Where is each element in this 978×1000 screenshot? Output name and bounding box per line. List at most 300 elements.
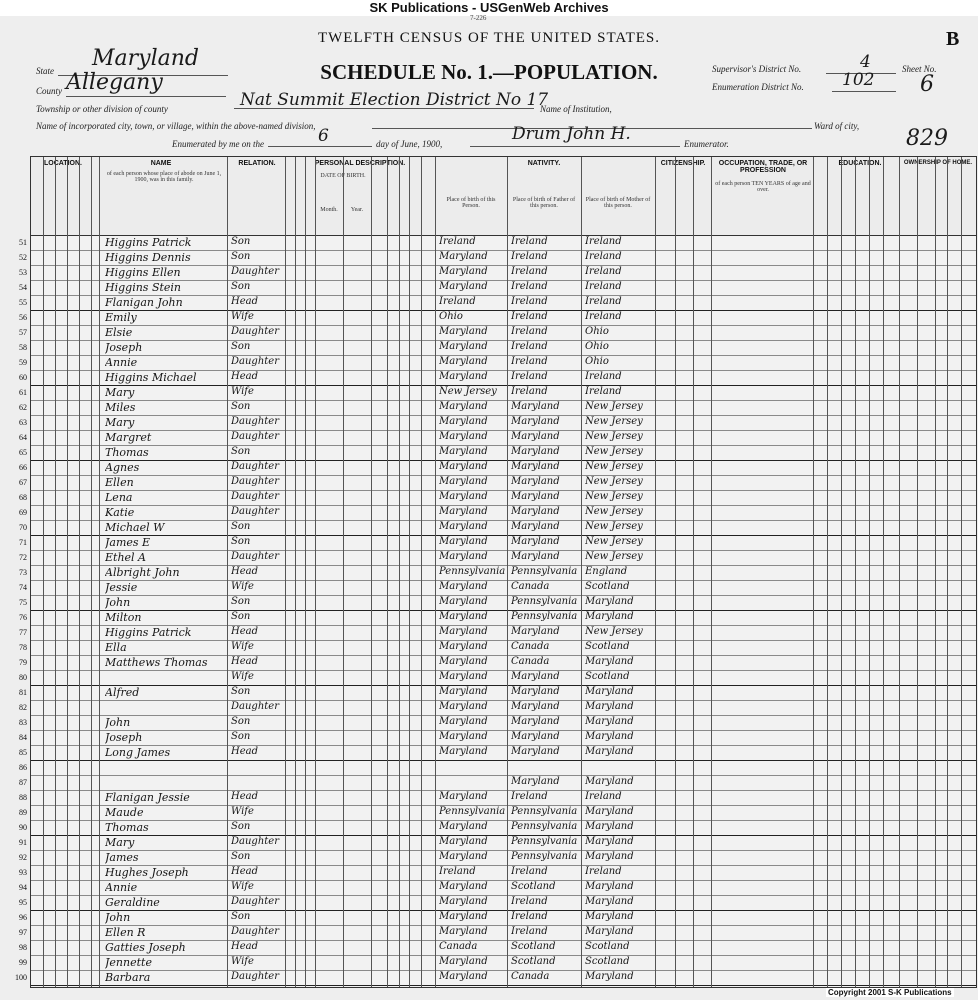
grid-column-line: [813, 157, 814, 987]
row-number: 86: [19, 763, 27, 772]
grid-column-line: [693, 157, 694, 987]
father-birthplace: Maryland: [511, 776, 560, 787]
birthplace: Maryland: [439, 266, 488, 277]
header-relation: RELATION.: [238, 160, 276, 167]
grid-column-line: [841, 157, 842, 987]
relation: Son: [231, 611, 251, 622]
mother-birthplace: Maryland: [585, 896, 634, 907]
row-number: 56: [19, 313, 27, 322]
person-name: Margret: [105, 431, 152, 444]
father-birthplace: Ireland: [511, 896, 548, 907]
mother-birthplace: Maryland: [585, 821, 634, 832]
birthplace: Ireland: [439, 296, 476, 307]
birthplace: Maryland: [439, 701, 488, 712]
person-name: James E: [105, 536, 151, 549]
person-name: Albright John: [105, 566, 180, 579]
relation: Head: [231, 296, 259, 307]
sheet-label: Sheet No.: [902, 64, 937, 74]
father-birthplace: Maryland: [511, 401, 560, 412]
person-name: Agnes: [105, 461, 140, 474]
grid-column-line: [409, 157, 410, 987]
archive-banner: SK Publications - USGenWeb Archives: [0, 0, 978, 16]
grid-column-line: [421, 157, 422, 987]
father-birthplace: Maryland: [511, 461, 560, 472]
county-underline: [66, 96, 226, 97]
relation: Daughter: [231, 926, 279, 937]
header-nativity: NATIVITY.: [527, 160, 561, 167]
grid-column-line: [285, 157, 286, 987]
birthplace: Maryland: [439, 896, 488, 907]
mother-birthplace: Ireland: [585, 311, 622, 322]
form-number: 7-226: [470, 14, 487, 22]
enumerator-label: Enumerator.: [684, 139, 729, 149]
father-birthplace: Maryland: [511, 626, 560, 637]
header-occupation-desc: of each person TEN YEARS of age and over.: [715, 181, 811, 193]
father-birthplace: Ireland: [511, 236, 548, 247]
enumerator-value: Drum John H.: [512, 124, 631, 144]
relation: Head: [231, 656, 259, 667]
father-birthplace: Maryland: [511, 506, 560, 517]
row-number: 65: [19, 448, 27, 457]
birthplace: Maryland: [439, 371, 488, 382]
mother-birthplace: Ohio: [585, 326, 609, 337]
mother-birthplace: New Jersey: [585, 506, 643, 517]
person-name: Emily: [105, 311, 137, 324]
row-number: 79: [19, 658, 27, 667]
relation: Head: [231, 791, 259, 802]
father-birthplace: Pennsylvania: [511, 821, 578, 832]
grid-column-line: [305, 157, 306, 987]
mother-birthplace: New Jersey: [585, 446, 643, 457]
township-label: Township or other division of county: [36, 104, 168, 114]
mother-birthplace: Ireland: [585, 791, 622, 802]
row-number: 74: [19, 583, 27, 592]
relation: Son: [231, 731, 251, 742]
father-birthplace: Ireland: [511, 386, 548, 397]
mother-birthplace: Maryland: [585, 926, 634, 937]
row-number: 81: [19, 688, 27, 697]
person-name: John: [105, 911, 131, 924]
mother-birthplace: Ireland: [585, 266, 622, 277]
birthplace: Maryland: [439, 881, 488, 892]
father-birthplace: Canada: [511, 656, 550, 667]
birthplace: Maryland: [439, 626, 488, 637]
father-birthplace: Ireland: [511, 251, 548, 262]
father-birthplace: Ireland: [511, 281, 548, 292]
mother-birthplace: Ireland: [585, 236, 622, 247]
birthplace: Maryland: [439, 671, 488, 682]
person-name: Matthews Thomas: [105, 656, 208, 669]
grid-column-line: [935, 157, 936, 987]
row-number: 97: [19, 928, 27, 937]
grid-column-line: [581, 157, 582, 987]
person-name: Katie: [105, 506, 135, 519]
header-place-father: Place of birth of Father of this person.: [512, 197, 576, 209]
father-birthplace: Maryland: [511, 521, 560, 532]
enumerator-underline: [470, 146, 680, 147]
father-birthplace: Maryland: [511, 431, 560, 442]
birthplace: Maryland: [439, 431, 488, 442]
relation: Daughter: [231, 701, 279, 712]
row-number: 63: [19, 418, 27, 427]
birthplace: Maryland: [439, 611, 488, 622]
birthplace: Maryland: [439, 461, 488, 472]
row-number: 69: [19, 508, 27, 517]
institution-label: Name of Institution,: [540, 104, 612, 114]
enumeration-value: 102: [842, 70, 875, 90]
relation: Head: [231, 566, 259, 577]
township-value: Nat Summit Election District No 17: [240, 90, 549, 110]
state-value: Maryland: [92, 46, 199, 71]
birthplace: Maryland: [439, 851, 488, 862]
row-number: 71: [19, 538, 27, 547]
header-occupation: OCCUPATION, TRADE, OR PROFESSION: [718, 160, 808, 174]
father-birthplace: Maryland: [511, 551, 560, 562]
state-label: State: [36, 66, 54, 76]
birthplace: Maryland: [439, 911, 488, 922]
row-number: 67: [19, 478, 27, 487]
header-citizenship: CITIZENSHIP.: [660, 160, 706, 167]
relation: Son: [231, 446, 251, 457]
father-birthplace: Pennsylvania: [511, 611, 578, 622]
row-number: 61: [19, 388, 27, 397]
township-underline: [234, 108, 534, 109]
person-name: John: [105, 596, 131, 609]
row-number: 90: [19, 823, 27, 832]
county-label: County: [36, 86, 62, 96]
person-name: Flanigan Jessie: [105, 791, 190, 804]
mother-birthplace: Ohio: [585, 356, 609, 367]
row-number: 72: [19, 553, 27, 562]
birthplace: Maryland: [439, 791, 488, 802]
row-number: 80: [19, 673, 27, 682]
copyright-notice: Copyright 2001 S-K Publications: [828, 988, 952, 997]
row-number: 66: [19, 463, 27, 472]
father-birthplace: Maryland: [511, 746, 560, 757]
person-name: Miles: [105, 401, 136, 414]
header-ownership: OWNERSHIP OF HOME.: [903, 160, 973, 166]
person-name: Jennette: [105, 956, 152, 969]
father-birthplace: Maryland: [511, 476, 560, 487]
mother-birthplace: Maryland: [585, 746, 634, 757]
birthplace: Maryland: [439, 956, 488, 967]
person-name: Flanigan John: [105, 296, 183, 309]
row-number: 59: [19, 358, 27, 367]
father-birthplace: Ireland: [511, 371, 548, 382]
father-birthplace: Ireland: [511, 356, 548, 367]
person-name: Higgins Ellen: [105, 266, 181, 279]
person-name: Milton: [105, 611, 142, 624]
row-number: 52: [19, 253, 27, 262]
mother-birthplace: Maryland: [585, 716, 634, 727]
birthplace: Ohio: [439, 311, 463, 322]
row-number: 57: [19, 328, 27, 337]
row-number: 60: [19, 373, 27, 382]
row-number: 98: [19, 943, 27, 952]
birthplace: Maryland: [439, 506, 488, 517]
mother-birthplace: Ireland: [585, 251, 622, 262]
father-birthplace: Pennsylvania: [511, 836, 578, 847]
grid-column-line: [55, 157, 56, 987]
row-number: 85: [19, 748, 27, 757]
row-number: 88: [19, 793, 27, 802]
birthplace: Maryland: [439, 821, 488, 832]
mother-birthplace: Maryland: [585, 731, 634, 742]
person-name: Mary: [105, 416, 135, 429]
birthplace: Maryland: [439, 356, 488, 367]
mother-birthplace: Scotland: [585, 671, 630, 682]
relation: Head: [231, 371, 259, 382]
person-name: Barbara: [105, 971, 151, 984]
grid-column-line: [899, 157, 900, 987]
day-value: 6: [318, 126, 329, 146]
supervisor-label: Supervisor's District No.: [712, 64, 802, 74]
mother-birthplace: New Jersey: [585, 476, 643, 487]
row-number: 87: [19, 778, 27, 787]
relation: Wife: [231, 671, 254, 682]
father-birthplace: Canada: [511, 641, 550, 652]
birthplace: Maryland: [439, 536, 488, 547]
birthplace: Maryland: [439, 281, 488, 292]
county-value: Allegany: [66, 70, 163, 95]
father-birthplace: Ireland: [511, 296, 548, 307]
relation: Daughter: [231, 491, 279, 502]
relation: Son: [231, 341, 251, 352]
father-birthplace: Pennsylvania: [511, 566, 578, 577]
person-name: Higgins Dennis: [105, 251, 191, 264]
grid-row-line: [31, 985, 976, 986]
mother-birthplace: Ireland: [585, 296, 622, 307]
row-number: 68: [19, 493, 27, 502]
mother-birthplace: Scotland: [585, 941, 630, 952]
row-number: 54: [19, 283, 27, 292]
relation: Daughter: [231, 416, 279, 427]
father-birthplace: Pennsylvania: [511, 806, 578, 817]
day-of-label: day of June, 1900,: [376, 139, 443, 149]
birthplace: Maryland: [439, 971, 488, 982]
person-name: Higgins Michael: [105, 371, 197, 384]
relation: Daughter: [231, 836, 279, 847]
header-month: Month.: [320, 207, 338, 213]
relation: Son: [231, 536, 251, 547]
mother-birthplace: Maryland: [585, 701, 634, 712]
header-place-mother: Place of birth of Mother of this person.: [585, 197, 651, 209]
header-name: NAME: [150, 160, 172, 167]
mother-birthplace: Maryland: [585, 881, 634, 892]
birthplace: Maryland: [439, 341, 488, 352]
person-name: Elsie: [105, 326, 133, 339]
person-name: John: [105, 716, 131, 729]
person-name: Mary: [105, 386, 135, 399]
day-underline: [268, 146, 372, 147]
relation: Daughter: [231, 461, 279, 472]
relation: Head: [231, 866, 259, 877]
relation: Daughter: [231, 266, 279, 277]
person-name: Geraldine: [105, 896, 160, 909]
person-name: Higgins Stein: [105, 281, 182, 294]
grid-column-line: [399, 157, 400, 987]
father-birthplace: Scotland: [511, 881, 556, 892]
grid-column-line: [855, 157, 856, 987]
row-number: 64: [19, 433, 27, 442]
mother-birthplace: Maryland: [585, 686, 634, 697]
birthplace: Maryland: [439, 446, 488, 457]
person-name: Annie: [105, 881, 138, 894]
sheet-value: 6: [920, 72, 934, 97]
birthplace: Maryland: [439, 476, 488, 487]
birthplace: Maryland: [439, 746, 488, 757]
grid-column-line: [917, 157, 918, 987]
birthplace: Ireland: [439, 866, 476, 877]
grid-column-line: [43, 157, 44, 987]
birthplace: Maryland: [439, 716, 488, 727]
birthplace: New Jersey: [439, 386, 497, 397]
mother-birthplace: Maryland: [585, 911, 634, 922]
row-number: 70: [19, 523, 27, 532]
birthplace: Maryland: [439, 581, 488, 592]
birthplace: Maryland: [439, 326, 488, 337]
header-name-desc: of each person whose place of abode on June 1, 1900, was in this family.: [106, 171, 222, 183]
mother-birthplace: England: [585, 566, 628, 577]
header-personal: PERSONAL DESCRIPTION.: [314, 160, 406, 167]
relation: Son: [231, 401, 251, 412]
mother-birthplace: Ireland: [585, 866, 622, 877]
person-name: Long James: [105, 746, 171, 759]
father-birthplace: Maryland: [511, 686, 560, 697]
row-number: 77: [19, 628, 27, 637]
row-number: 84: [19, 733, 27, 742]
mother-birthplace: Maryland: [585, 836, 634, 847]
father-birthplace: Canada: [511, 581, 550, 592]
birthplace: Canada: [439, 941, 478, 952]
person-name: Ellen: [105, 476, 134, 489]
mother-birthplace: New Jersey: [585, 551, 643, 562]
grid-column-line: [79, 157, 80, 987]
father-birthplace: Maryland: [511, 701, 560, 712]
father-birthplace: Canada: [511, 971, 550, 982]
census-title: TWELFTH CENSUS OF THE UNITED STATES.: [317, 30, 661, 46]
grid-column-line: [711, 157, 712, 987]
mother-birthplace: New Jersey: [585, 626, 643, 637]
grid-column-line: [961, 157, 962, 987]
father-birthplace: Ireland: [511, 266, 548, 277]
row-number: 94: [19, 883, 27, 892]
header-year: Year.: [350, 207, 364, 213]
birthplace: Maryland: [439, 416, 488, 427]
relation: Wife: [231, 956, 254, 967]
mother-birthplace: New Jersey: [585, 401, 643, 412]
relation: Head: [231, 626, 259, 637]
person-name: Higgins Patrick: [105, 626, 192, 639]
birthplace: Maryland: [439, 731, 488, 742]
mother-birthplace: New Jersey: [585, 431, 643, 442]
mother-birthplace: Maryland: [585, 776, 634, 787]
relation: Son: [231, 911, 251, 922]
row-number: 100: [15, 973, 27, 982]
row-number: 78: [19, 643, 27, 652]
birthplace: Maryland: [439, 641, 488, 652]
row-number: 55: [19, 298, 27, 307]
father-birthplace: Maryland: [511, 416, 560, 427]
birthplace: Pennsylvania: [439, 806, 505, 817]
grid-column-line: [883, 157, 884, 987]
row-number: 89: [19, 808, 27, 817]
ward-label: Ward of city,: [814, 121, 860, 131]
grid-column-line: [435, 157, 436, 987]
relation: Head: [231, 941, 259, 952]
header-education: EDUCATION.: [838, 160, 882, 167]
mother-birthplace: Scotland: [585, 641, 630, 652]
header-birth: DATE OF BIRTH.: [320, 173, 366, 179]
father-birthplace: Ireland: [511, 341, 548, 352]
grid-column-line: [315, 157, 316, 987]
father-birthplace: Maryland: [511, 731, 560, 742]
birthplace: Maryland: [439, 401, 488, 412]
mother-birthplace: Maryland: [585, 656, 634, 667]
person-name: Higgins Patrick: [105, 236, 192, 249]
father-birthplace: Ireland: [511, 926, 548, 937]
schedule-title: SCHEDULE No. 1.—POPULATION.: [320, 60, 658, 84]
birthplace: Maryland: [439, 836, 488, 847]
grid-column-line: [387, 157, 388, 987]
relation: Wife: [231, 311, 254, 322]
grid-column-line: [869, 157, 870, 987]
relation: Son: [231, 251, 251, 262]
relation: Wife: [231, 386, 254, 397]
mother-birthplace: Ohio: [585, 341, 609, 352]
father-birthplace: Maryland: [511, 671, 560, 682]
relation: Son: [231, 596, 251, 607]
father-birthplace: Maryland: [511, 491, 560, 502]
person-name: Maude: [105, 806, 144, 819]
incorporated-label: Name of incorporated city, town, or village, within the above-named division,: [36, 121, 316, 131]
father-birthplace: Ireland: [511, 911, 548, 922]
row-number: 92: [19, 853, 27, 862]
relation: Wife: [231, 641, 254, 652]
grid-column-line: [91, 157, 92, 987]
mother-birthplace: New Jersey: [585, 491, 643, 502]
father-birthplace: Maryland: [511, 536, 560, 547]
header-place-person: Place of birth of this Person.: [446, 197, 496, 209]
birthplace: Maryland: [439, 926, 488, 937]
father-birthplace: Ireland: [511, 311, 548, 322]
row-number: 76: [19, 613, 27, 622]
row-number: 58: [19, 343, 27, 352]
mother-birthplace: Ireland: [585, 386, 622, 397]
mother-birthplace: New Jersey: [585, 461, 643, 472]
enumeration-underline: [832, 91, 896, 92]
father-birthplace: Pennsylvania: [511, 596, 578, 607]
grid-column-line: [67, 157, 68, 987]
person-name: James: [105, 851, 139, 864]
person-name: Thomas: [105, 821, 149, 834]
header-location: LOCATION.: [44, 160, 82, 167]
row-number: 75: [19, 598, 27, 607]
birthplace: Pennsylvania: [439, 566, 505, 577]
relation: Wife: [231, 881, 254, 892]
grid-column-line: [507, 157, 508, 987]
relation: Wife: [231, 581, 254, 592]
person-name: Joseph: [105, 341, 143, 354]
person-name: Jessie: [105, 581, 138, 594]
birthplace: Maryland: [439, 521, 488, 532]
birthplace: Maryland: [439, 491, 488, 502]
birthplace: Maryland: [439, 686, 488, 697]
person-name: Alfred: [105, 686, 140, 699]
mother-birthplace: New Jersey: [585, 416, 643, 427]
mother-birthplace: Maryland: [585, 806, 634, 817]
relation: Son: [231, 821, 251, 832]
